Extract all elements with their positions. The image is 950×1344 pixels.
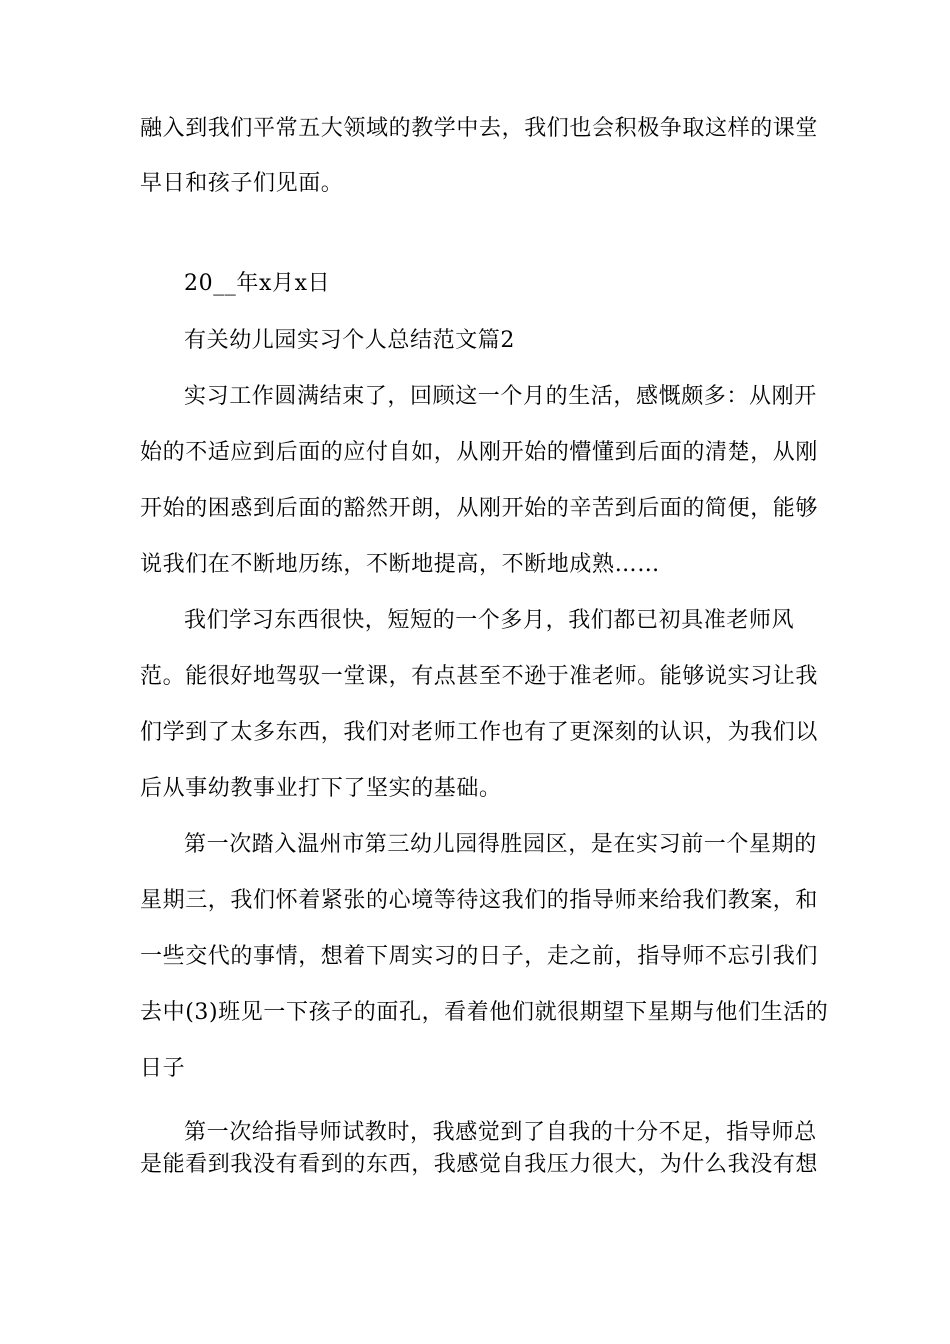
paragraph-line: 说我们在不断地历练，不断地提高，不断地成熟…… (140, 552, 660, 577)
section-title: 有关幼儿园实习个人总结范文篇2 (184, 328, 515, 353)
paragraph-line: 一些交代的事情，想着下周实习的日子，走之前，指导师不忘引我们 (140, 944, 819, 969)
paragraph-line: 星期三，我们怀着紧张的心境等待这我们的指导师来给我们教案，和 (140, 888, 819, 913)
paragraph-line: 始的不适应到后面的应付自如，从刚开始的懵懂到后面的清楚，从刚 (140, 440, 819, 465)
paragraph-line: 我们学习东西很快，短短的一个多月，我们都已初具准老师风 (184, 608, 795, 633)
paragraph-line: 是能看到我没有看到的东西，我感觉自我压力很大，为什么我没有想 (140, 1152, 819, 1177)
paragraph-line: 开始的困惑到后面的豁然开朗，从刚开始的辛苦到后面的简便，能够 (140, 496, 819, 521)
paragraph-line: 第一次踏入温州市第三幼儿园得胜园区，是在实习前一个星期的 (184, 832, 817, 857)
paragraph-line: 范。能很好地驾驭一堂课，有点甚至不逊于准老师。能够说实习让我 (140, 664, 819, 689)
paragraph-line: 早日和孩子们见面。 (140, 171, 344, 196)
paragraph-line: 日子 (140, 1056, 186, 1081)
paragraph-line: 去中(3)班见一下孩子的面孔，看着他们就很期望下星期与他们生活的 (140, 1000, 829, 1025)
paragraph-line: 后从事幼教事业打下了坚实的基础。 (140, 776, 502, 801)
paragraph-line: 实习工作圆满结束了，回顾这一个月的生活，感慨颇多：从刚开 (184, 384, 817, 409)
paragraph-line: 融入到我们平常五大领域的教学中去，我们也会积极争取这样的课堂 (140, 116, 819, 141)
paragraph-line: 第一次给指导师试教时，我感觉到了自我的十分不足，指导师总 (184, 1120, 817, 1145)
paragraph-line: 们学到了太多东西，我们对老师工作也有了更深刻的认识，为我们以 (140, 720, 819, 745)
date-line: 20__年x月x日 (184, 271, 331, 296)
